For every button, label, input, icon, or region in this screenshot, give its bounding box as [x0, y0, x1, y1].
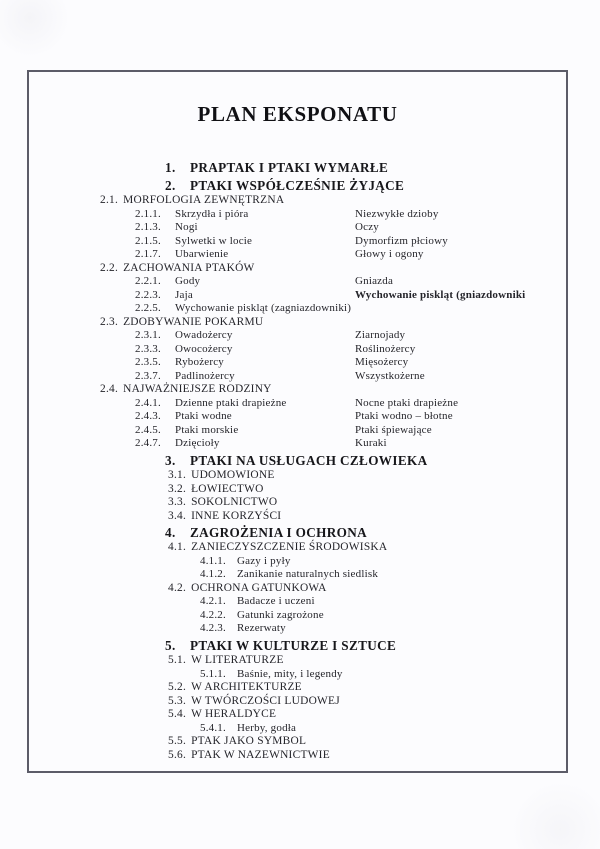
item-number: 2.1.1.: [135, 207, 161, 220]
item-label: Badacze i uczeni: [237, 595, 315, 608]
item-number: 4.2.1.: [200, 595, 226, 608]
item-label: INNE KORZYŚCI: [191, 509, 282, 522]
item-number: 2.2.3.: [135, 288, 161, 301]
outline-row: [29, 262, 566, 276]
right-column-label: Wychowanie piskląt (gniazdowniki: [355, 288, 526, 301]
outline-row: [29, 424, 566, 438]
outline-row: [29, 469, 566, 483]
item-label: Wychowanie piskląt (zagniazdowniki): [175, 302, 352, 315]
outline-row: [29, 735, 566, 749]
outline-row: [29, 329, 566, 343]
item-number: 2.1.: [100, 194, 119, 207]
item-label: W LITERATURZE: [191, 654, 284, 667]
item-label: Rezerwaty: [237, 622, 286, 635]
item-label: NAJWAŻNIEJSZE RODZINY: [123, 383, 272, 396]
outline-row: [29, 316, 566, 330]
item-label: PTAK JAKO SYMBOL: [191, 735, 307, 748]
outline-row: [29, 595, 566, 609]
item-number: 3.: [165, 452, 176, 468]
item-number: 4.2.3.: [200, 622, 226, 635]
item-label: Zanikanie naturalnych siedlisk: [237, 568, 379, 581]
outline-row: [29, 622, 566, 636]
item-label: ZACHOWANIA PTAKÓW: [123, 261, 255, 274]
outline-row: [29, 160, 566, 176]
right-column-label: Nocne ptaki drapieżne: [355, 396, 459, 409]
outline-row: [29, 708, 566, 722]
item-number: 4.2.: [168, 581, 187, 594]
outline-row: [29, 638, 566, 654]
outline-row: [29, 437, 566, 451]
item-label: Owocożercy: [175, 342, 233, 355]
item-label: OCHRONA GATUNKOWA: [191, 581, 327, 594]
right-column-label: Ptaki wodno – błotne: [355, 410, 453, 423]
item-label: W TWÓRCZOŚCI LUDOWEJ: [191, 694, 340, 707]
item-number: 2.3.5.: [135, 356, 161, 369]
item-label: Skrzydła i pióra: [175, 207, 249, 220]
item-number: 4.1.: [168, 541, 187, 554]
outline-row: [29, 582, 566, 596]
outline-row: [29, 695, 566, 709]
item-label: Ptaki morskie: [175, 423, 239, 436]
outline-row: [29, 668, 566, 682]
item-label: Nogi: [175, 221, 198, 234]
item-label: ZANIECZYSZCZENIE ŚRODOWISKA: [191, 541, 388, 554]
item-number: 5.3.: [168, 694, 187, 707]
item-number: 5.5.: [168, 735, 187, 748]
item-label: PTAK W NAZEWNICTWIE: [191, 748, 330, 761]
outline-row: [29, 370, 566, 384]
page-title: PLAN EKSPONATU: [197, 102, 398, 126]
right-column-label: Wszystkożerne: [355, 369, 425, 382]
item-number: 3.2.: [168, 482, 187, 495]
item-number: 2.3.1.: [135, 329, 161, 342]
item-number: 1.: [165, 160, 176, 175]
outline-row: [29, 722, 566, 736]
item-number: 2.: [165, 178, 176, 194]
item-label: Gody: [175, 275, 201, 288]
outline-row: [29, 496, 566, 510]
outline-row: [29, 525, 566, 541]
item-number: 2.1.5.: [135, 234, 161, 247]
item-label: Dzięcioły: [175, 437, 220, 450]
outline-row: [29, 356, 566, 370]
right-column-label: Ptaki śpiewające: [355, 423, 432, 436]
right-column-label: Niezwykłe dzioby: [355, 207, 439, 220]
item-number: 2.4.7.: [135, 437, 161, 450]
item-label: ŁOWIECTWO: [191, 482, 264, 495]
right-column-label: Głowy i ogony: [355, 248, 424, 261]
right-column-label: Oczy: [355, 221, 380, 234]
item-label: MORFOLOGIA ZEWNĘTRZNA: [123, 194, 285, 207]
item-label: SOKOLNICTWO: [191, 496, 278, 509]
item-label: Ptaki wodne: [175, 410, 232, 423]
item-label: ZAGROŻENIA I OCHRONA: [190, 525, 367, 541]
item-number: 5.1.1.: [200, 667, 226, 680]
right-column-label: Dymorfizm płciowy: [355, 234, 448, 247]
item-label: ZDOBYWANIE POKARMU: [123, 315, 264, 328]
item-label: Padlinożercy: [175, 369, 235, 382]
outline-row: [29, 248, 566, 262]
item-number: 3.4.: [168, 509, 187, 522]
right-column-label: Kuraki: [355, 437, 387, 450]
outline-row: [29, 383, 566, 397]
outline-row: [29, 483, 566, 497]
item-number: 2.4.1.: [135, 396, 161, 409]
item-number: 2.3.7.: [135, 369, 161, 382]
item-label: PRAPTAK I PTAKI WYMARŁE: [190, 160, 389, 175]
outline-row: [29, 221, 566, 235]
outline-row: [29, 510, 566, 524]
item-number: 2.4.: [100, 383, 119, 396]
item-number: 2.4.3.: [135, 410, 161, 423]
item-number: 2.2.: [100, 261, 119, 274]
page-border-frame: [27, 70, 568, 773]
item-number: 2.1.3.: [135, 221, 161, 234]
item-label: Ubarwienie: [175, 248, 229, 261]
item-number: 2.2.1.: [135, 275, 161, 288]
item-number: 5.4.1.: [200, 721, 226, 734]
item-label: W ARCHITEKTURZE: [191, 681, 302, 694]
item-number: 4.1.2.: [200, 568, 226, 581]
outline-row: [29, 275, 566, 289]
item-label: Owadożercy: [175, 329, 233, 342]
item-number: 4.2.2.: [200, 608, 226, 621]
outline-row: [29, 749, 566, 763]
outline-row: [29, 541, 566, 555]
outline-row: [29, 681, 566, 695]
outline-row: [29, 397, 566, 411]
outline-row: [29, 289, 566, 303]
outline-row: [29, 609, 566, 623]
item-label: Gazy i pyły: [237, 554, 291, 567]
item-number: 2.4.5.: [135, 423, 161, 436]
outline-row: [29, 654, 566, 668]
item-number: 2.3.: [100, 315, 119, 328]
outline-row: [29, 453, 566, 469]
item-number: 5.: [165, 637, 176, 653]
item-number: 5.6.: [168, 748, 187, 761]
item-label: Sylwetki w locie: [175, 234, 253, 247]
item-label: Rybożercy: [175, 356, 225, 369]
item-label: PTAKI WSPÓŁCZEŚNIE ŻYJĄCE: [190, 178, 405, 194]
right-column-label: Ziarnojady: [355, 329, 406, 342]
item-number: 5.2.: [168, 681, 187, 694]
outline-row: [29, 194, 566, 208]
item-number: 4.: [165, 525, 176, 541]
item-label: Jaja: [175, 288, 193, 301]
outline-row: [29, 235, 566, 249]
item-number: 2.3.3.: [135, 342, 161, 355]
item-label: PTAKI NA USŁUGACH CZŁOWIEKA: [190, 452, 428, 468]
item-label: Herby, godła: [237, 721, 297, 734]
right-column-label: Gniazda: [355, 275, 394, 288]
outline-row: [29, 555, 566, 569]
item-number: 5.4.: [168, 708, 187, 721]
item-label: Dzienne ptaki drapieżne: [175, 396, 287, 409]
item-label: PTAKI W KULTURZE I SZTUCE: [190, 637, 397, 653]
item-number: 4.1.1.: [200, 554, 226, 567]
item-number: 2.2.5.: [135, 302, 161, 315]
item-label: Gatunki zagrożone: [237, 608, 324, 621]
item-label: UDOMOWIONE: [191, 469, 275, 482]
outline: [29, 160, 566, 762]
outline-row: [29, 208, 566, 222]
outline-row: [29, 343, 566, 357]
right-column-label: Roślinożercy: [355, 342, 416, 355]
outline-row: [29, 302, 566, 316]
outline-row: [29, 410, 566, 424]
outline-row: [29, 178, 566, 194]
item-label: Baśnie, mity, i legendy: [237, 667, 343, 680]
item-number: 3.1.: [168, 469, 187, 482]
right-column-label: Mięsożercy: [355, 356, 409, 369]
item-number: 2.1.7.: [135, 248, 161, 261]
item-label: W HERALDYCE: [191, 708, 277, 721]
outline-row: [29, 568, 566, 582]
item-number: 3.3.: [168, 496, 187, 509]
item-number: 5.1.: [168, 654, 187, 667]
